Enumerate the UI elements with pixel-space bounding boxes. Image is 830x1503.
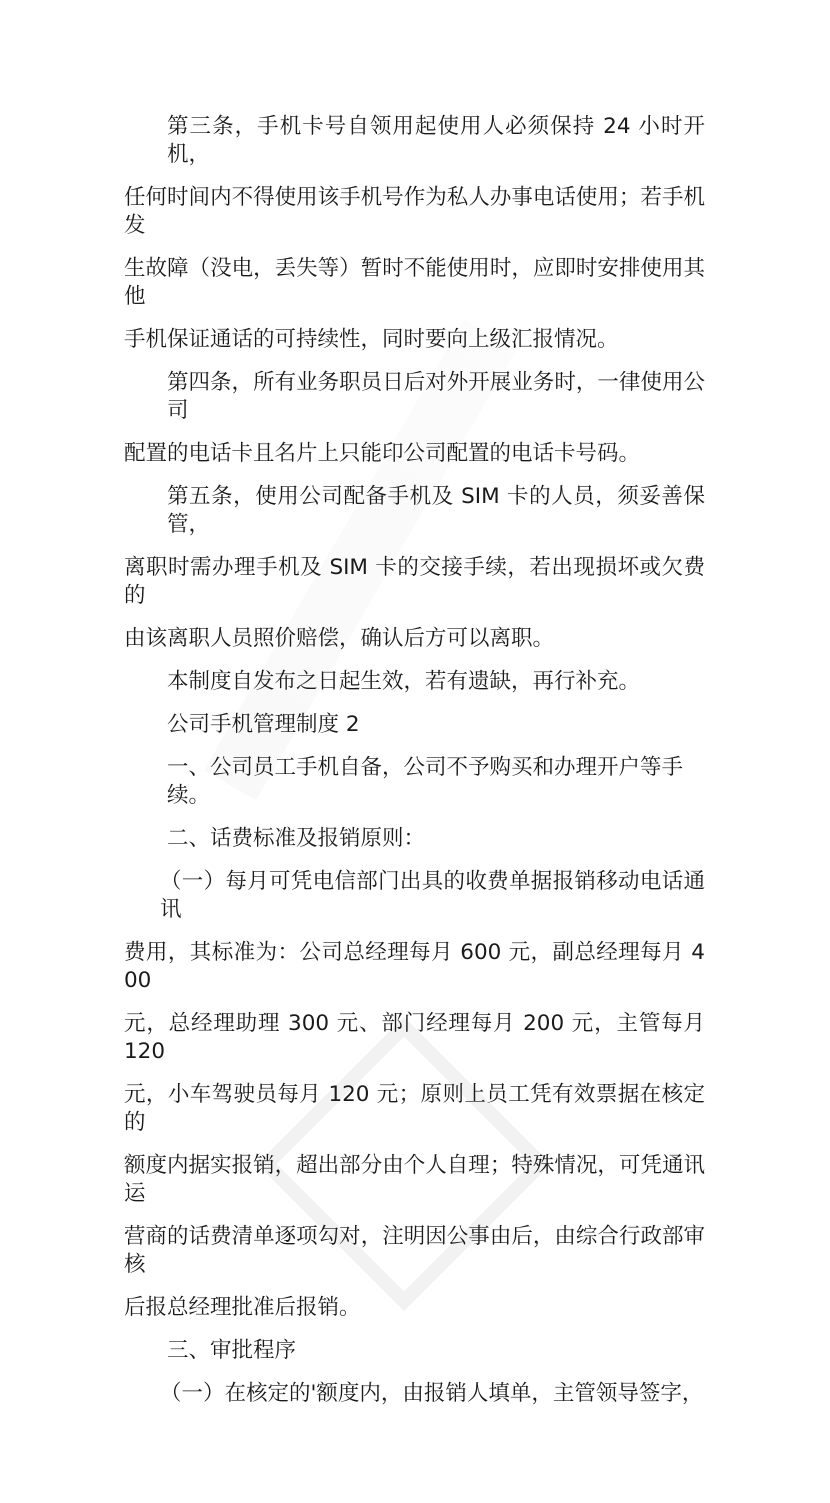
- text-line: 元，总经理助理 300 元、部门经理每月 200 元，主管每月 120: [124, 1011, 705, 1064]
- text-line: 任何时间内不得使用该手机号作为私人办事电话使用；若手机发: [124, 185, 705, 238]
- section-heading: 二、话费标准及报销原则：: [167, 826, 426, 851]
- text-line: 手机保证通话的可持续性，同时要向上级汇报情况。: [124, 327, 619, 352]
- text-line: 第四条，所有业务职员日后对外开展业务时，一律使用公司: [167, 370, 705, 423]
- section-heading: 三、审批程序: [167, 1338, 297, 1363]
- text-line: 第五条，使用公司配备手机及 SIM 卡的人员，须妥善保管，: [167, 484, 705, 537]
- text-line: （一）在核定的'额度内，由报销人填单，主管领导签字，: [160, 1381, 704, 1406]
- section-title: 公司手机管理制度 2: [167, 712, 360, 737]
- text-line: 本制度自发布之日起生效，若有遗缺，再行补充。: [167, 669, 641, 694]
- text-line: 由该离职人员照价赔偿，确认后方可以离职。: [124, 626, 555, 651]
- text-line: 配置的电话卡且名片上只能印公司配置的电话卡号码。: [124, 441, 641, 466]
- text-line: 额度内据实报销，超出部分由个人自理；特殊情况，可凭通讯运: [124, 1153, 705, 1206]
- text-line: 第三条，手机卡号自领用起使用人必须保持 24 小时开机，: [167, 114, 705, 167]
- text-line: 离职时需办理手机及 SIM 卡的交接手续，若出现损坏或欠费的: [124, 555, 705, 608]
- text-line: 元，小车驾驶员每月 120 元；原则上员工凭有效票据在核定的: [124, 1082, 705, 1135]
- text-line: 后报总经理批准后报销。: [124, 1295, 361, 1320]
- text-line: 生故障（没电，丢失等）暂时不能使用时，应即时安排使用其他: [124, 256, 705, 309]
- text-line: （一）每月可凭电信部门出具的收费单据报销移动电话通讯: [160, 869, 705, 922]
- text-line: 一、公司员工手机自备，公司不予购买和办理开户等手续。: [167, 755, 684, 808]
- text-line: 费用，其标准为：公司总经理每月 600 元，副总经理每月 400: [124, 940, 705, 993]
- text-line: 营商的话费清单逐项勾对，注明因公事由后，由综合行政部审核: [124, 1224, 705, 1277]
